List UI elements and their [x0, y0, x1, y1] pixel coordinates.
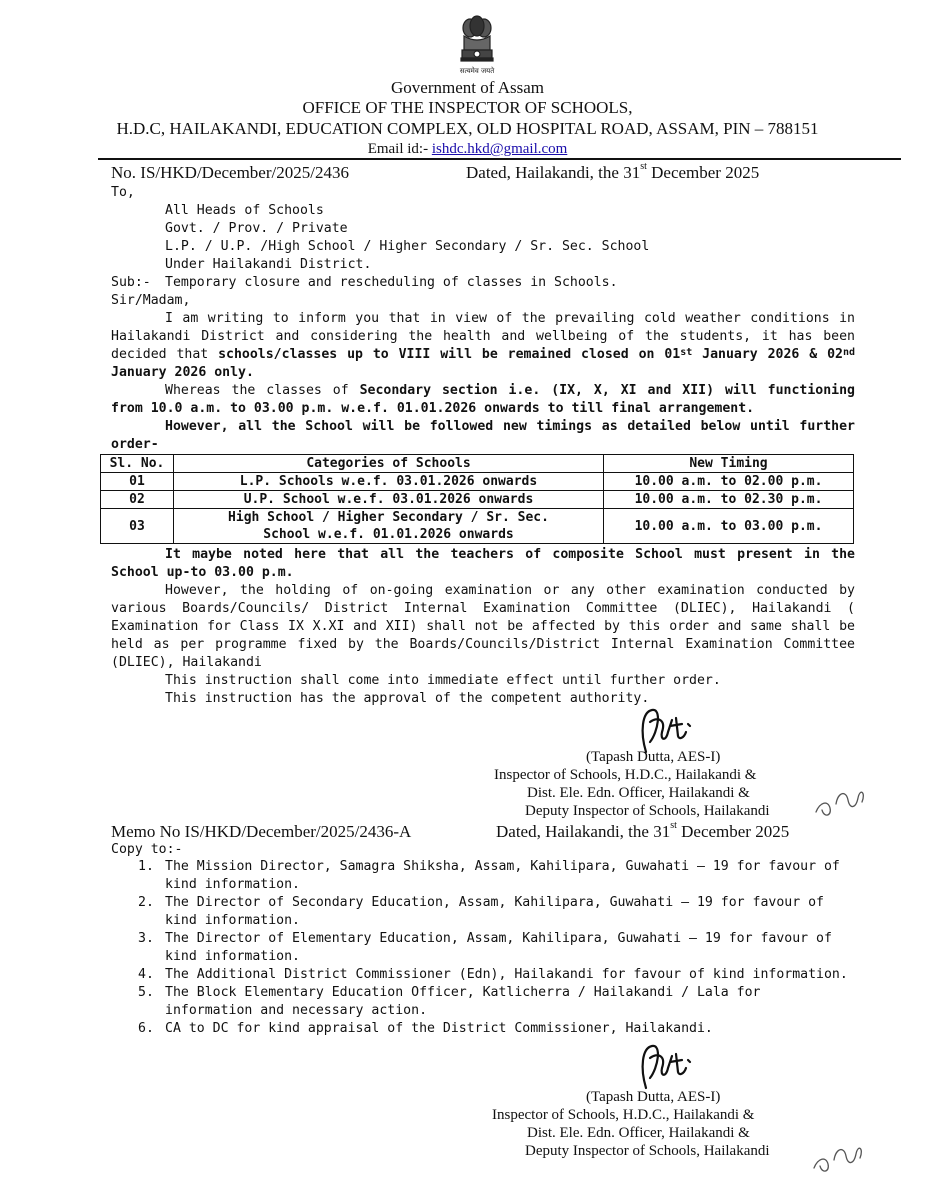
- table-cell: 02: [101, 491, 174, 509]
- signatory-title: Dist. Ele. Edn. Officer, Hailakandi &: [527, 1125, 750, 1141]
- table-header-cell: Sl. No.: [101, 455, 174, 473]
- list-item: 6. CA to DC for kind appraisal of the District Commissioner, Hailakandi.: [138, 1021, 713, 1036]
- table-row: [101, 473, 854, 491]
- state-emblem-icon: [452, 10, 502, 80]
- svg-text:सत्यमेव जयते: सत्यमेव जयते: [459, 67, 495, 75]
- salutation: Sir/Madam,: [111, 293, 191, 308]
- table-cell: 10.00 a.m. to 02.30 p.m.: [604, 491, 854, 509]
- signatory-name: (Tapash Dutta, AES-I): [586, 749, 721, 765]
- memo-date: Dated, Hailakandi, the 31st December 2025: [496, 820, 790, 841]
- paragraph-secondary: Whereas the classes of Secondary section i.e. (IX, X, XI and XII) will functioning from 10.0 a.m. to 03.00 p.m. w.e.f. 01.01.2026 onwards to till final arrangement.: [111, 383, 855, 416]
- reference-number: No. IS/HKD/December/2025/2436: [111, 163, 349, 182]
- table-header-cell: New Timing: [604, 455, 854, 473]
- subject-text: Temporary closure and rescheduling of classes in Schools.: [165, 275, 618, 290]
- signatory-title: Inspector of Schools, H.D.C., Hailakandi &: [492, 1107, 755, 1123]
- header-rule: [98, 158, 901, 160]
- table-cell: 03: [101, 509, 174, 544]
- list-item: 1. The Mission Director, Samagra Shiksha, Assam, Kahilipara, Guwahati – 19 for favour of kind information.: [138, 859, 840, 892]
- to-label: To,: [111, 185, 135, 200]
- addressee-line: L.P. / U.P. /High School / Higher Secondary / Sr. Sec. School: [165, 239, 650, 254]
- initial-mark: [810, 778, 870, 820]
- subject-label: Sub:-: [111, 275, 151, 290]
- email-label: Email id:-: [367, 141, 429, 157]
- initial-mark: [808, 1132, 868, 1176]
- office-heading: OFFICE OF THE INSPECTOR OF SCHOOLS,: [302, 98, 633, 117]
- timing-table: [100, 454, 854, 544]
- list-item: 4. The Additional District Commissioner (Edn), Hailakandi for favour of kind information.: [138, 967, 848, 982]
- copy-list: [138, 858, 855, 1038]
- list-item: 5. The Block Elementary Education Officer, Katlicherra / Hailakandi / Lala for information and necessary action.: [138, 985, 761, 1018]
- table-cell: High School / Higher Secondary / Sr. Sec. School w.e.f. 01.01.2026 onwards: [174, 509, 604, 544]
- paragraph-intro: I am writing to inform you that in view of the prevailing cold weather conditions in Hailakandi District and considering the health and wellbeing of the students, it has been decided that schools/classes up to VIII will be remained closed on 01st January 2026 & 02nd January 2026 only.: [111, 311, 855, 380]
- table-cell: L.P. Schools w.e.f. 03.01.2026 onwards: [174, 473, 604, 491]
- signature-mark: [636, 1038, 696, 1093]
- addressee-line: Govt. / Prov. / Private: [165, 221, 348, 236]
- signatory-title: Dist. Ele. Edn. Officer, Hailakandi &: [527, 785, 750, 801]
- memo-number: Memo No IS/HKD/December/2025/2436-A: [111, 822, 412, 841]
- table-header-cell: Categories of Schools: [174, 455, 604, 473]
- government-heading: Government of Assam: [391, 78, 544, 97]
- copy-to-label: Copy to:-: [111, 842, 183, 857]
- table-row: [101, 509, 854, 544]
- signatory-name: (Tapash Dutta, AES-I): [586, 1089, 721, 1105]
- paragraph-approval: This instruction has the approval of the competent authority.: [165, 691, 650, 706]
- email-line: [0, 140, 935, 158]
- signatory-title: Inspector of Schools, H.D.C., Hailakandi &: [494, 767, 757, 783]
- list-item: 3. The Director of Elementary Education, Assam, Kahilipara, Guwahati – 19 for favour of kind information.: [138, 931, 832, 964]
- addressee-line: Under Hailakandi District.: [165, 257, 372, 272]
- table-cell: U.P. School w.e.f. 03.01.2026 onwards: [174, 491, 604, 509]
- paragraph-teachers: It maybe noted here that all the teachers of composite School must present in the School up-to 03.00 p.m.: [111, 547, 855, 580]
- table-cell: 10.00 a.m. to 02.00 p.m.: [604, 473, 854, 491]
- addressee-line: All Heads of Schools: [165, 203, 324, 218]
- table-row: [101, 491, 854, 509]
- signatory-title: Deputy Inspector of Schools, Hailakandi: [525, 1143, 770, 1159]
- paragraph-examinations: However, the holding of on-going examination or any other examination conducted by various Boards/Councils/ District Internal Examination Committee (DLIEC), Hailakandi ( Examination for Class IX X.XI and XII) shall not be affected by this order and same shall be held as per programme fixed by the Boards/Councils/District Internal Examination Committee (DLIEC), Hailakandi: [111, 583, 855, 670]
- table-cell: 01: [101, 473, 174, 491]
- table-header-row: [101, 455, 854, 473]
- reference-date: Dated, Hailakandi, the 31st December 2025: [466, 161, 760, 182]
- table-cell: 10.00 a.m. to 03.00 p.m.: [604, 509, 854, 544]
- email-link[interactable]: ishdc.hkd@gmail.com: [431, 141, 568, 157]
- paragraph-timings-intro: However, all the School will be followed new timings as detailed below until further order-: [111, 419, 855, 452]
- paragraph-effect: This instruction shall come into immediate effect until further order.: [165, 673, 721, 688]
- signatory-title: Deputy Inspector of Schools, Hailakandi: [525, 803, 770, 819]
- office-address: H.D.C, HAILAKANDI, EDUCATION COMPLEX, OLD HOSPITAL ROAD, ASSAM, PIN – 788151: [116, 119, 819, 138]
- list-item: 2. The Director of Secondary Education, Assam, Kahilipara, Guwahati – 19 for favour of kind information.: [138, 895, 824, 928]
